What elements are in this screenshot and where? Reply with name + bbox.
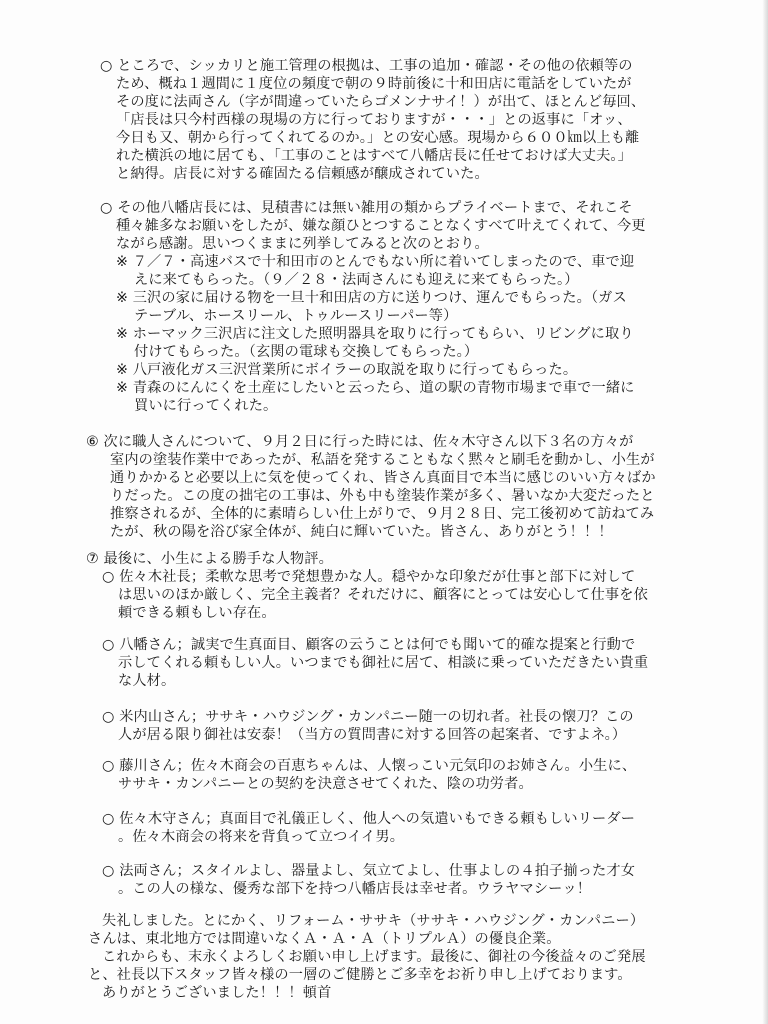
favor-item: ※ ホーマック三沢店に注文した照明器具を取りに行ってもらい、リビングに取り bbox=[116, 326, 634, 342]
text-line: ササキ・カンパニーとの契約を決意させてくれた、陰の功労者。 bbox=[118, 776, 533, 792]
text-line: ⑥ 次に職人さんについて、９月２日に行った時には、佐々木守さん以下３名の方々が bbox=[86, 434, 634, 450]
text-line: 推察されるが、全体的に素晴らしい仕上がりで、９月２８日、完工後初めて訪ねてみ bbox=[110, 506, 655, 522]
favor-item: ※ 青森のにんにくを土産にしたいと云ったら、道の駅の青物市場まで車で一緒に bbox=[116, 380, 635, 396]
text-line: 。この人の様な、優秀な部下を持つ八幡店長は幸せ者。ウラヤマシーッ！ bbox=[118, 881, 592, 897]
text-line: 示してくれる頼もしい人。いつまでも御社に居て、相談に乗っていただきたい貴重 bbox=[118, 655, 649, 671]
text-line: ○ 佐々木守さん；真面目で礼儀正しく、他人への気遣いもできる頼もしいリーダー bbox=[102, 811, 636, 827]
text-line: 種々雑多なお願いをしたが、嫌な顔ひとつすることなくすべて叶えてくれて、今更 bbox=[116, 218, 646, 234]
text-line: たが、秋の陽を浴び家全体が、純白に輝いていた。皆さん、ありがとう！！！ bbox=[110, 524, 613, 540]
text-line: 買いに行ってくれた。 bbox=[134, 398, 278, 414]
text-line: 室内の塗装作業中であったが、私語を発することもなく黙々と刷毛を動かし、小生が bbox=[110, 452, 655, 468]
text-line: ○ ところで、シッカリと施工管理の根拠は、工事の追加・確認・その他の依頼等の bbox=[100, 58, 633, 74]
text-line: ながら感謝。思いつくままに列挙してみると次のとおり。 bbox=[116, 236, 489, 252]
text-line: な人材。 bbox=[118, 673, 176, 689]
favor-item: ※ 八戸液化ガス三沢営業所にボイラーの取説を取りに行ってもらった。 bbox=[116, 362, 578, 378]
favor-item: ※ 三沢の家に届ける物を一旦十和田店の方に送りつけ、運んでもらった。（ガス bbox=[116, 290, 627, 306]
text-line: 通りかかると必要以上に気を使ってくれ、皆さん真面目で本当に感じのいい方々ばか bbox=[110, 470, 656, 486]
text-line: えに来てもらった。（９／２８・法両さんにも迎えに来てもらった。） bbox=[134, 272, 579, 288]
text-line: ○ 米内山さん；ササキ・ハウジング・カンパニー随一の切れ者。社長の懐刀？この bbox=[102, 709, 634, 725]
text-line: 付けてもらった。（玄関の電球も交換してもらった。） bbox=[134, 344, 479, 360]
text-line: れた横浜の地に居ても、「工事のことはすべて八幡店長に任せておけば大丈夫。」 bbox=[116, 148, 633, 164]
text-line: ため、概ね１週間に１度位の頻度で朝の９時前後に十和田店に電話をしていたが bbox=[116, 76, 632, 92]
text-line: は思いのほか厳しく、完全主義者？それだけに、顧客にとっては安心して仕事を依 bbox=[118, 587, 648, 603]
text-line: 失礼しました。とにかく、リフォーム・ササキ（ササキ・ハウジング・カンパニー） bbox=[102, 913, 645, 929]
text-line: りだった。この度の拙宅の工事は、外も中も塗装作業が多く、暑いなか大変だったと bbox=[110, 488, 655, 504]
text-line: と納得。店長に対する確固たる信頼感が醸成されていた。 bbox=[116, 166, 489, 182]
text-line: ○ その他八幡店長には、見積書には無い雑用の類からプライベートまで、それこそ bbox=[100, 200, 633, 216]
text-line: ○ 佐々木社長；柔軟な思考で発想豊かな人。穏やかな印象だが仕事と部下に対して bbox=[102, 569, 636, 585]
section-heading: ⑦ 最後に、小生による勝手な人物評。 bbox=[86, 551, 333, 567]
text-line: 。佐々木商会の将来を背負って立つイイ男。 bbox=[118, 829, 405, 845]
text-line: 頼できる頼もしい存在。 bbox=[118, 605, 276, 621]
text-line: 今日も又、朝から行ってくれてるのか。」との安心感。現場から６００㎞以上も離 bbox=[116, 130, 640, 146]
text-line: 人が居る限り御社は安泰！（当方の質問書に対する回答の起案者、ですよネ。） bbox=[118, 727, 627, 743]
text-line: ○ 八幡さん；誠実で生真面目、顧客の云うことは何でも聞いて的確な提案と行動で bbox=[102, 637, 636, 653]
text-line: その度に法両さん（字が間違っていたらゴメンナサイ！）が出て、ほとんど毎回、 bbox=[116, 94, 646, 110]
text-line: テーブル、ホースリール、トゥルースリーパー等） bbox=[134, 308, 458, 324]
favor-item: ※ ７／７・高速バスで十和田市のとんでもない所に着いてしまったので、車で迎 bbox=[116, 254, 635, 270]
text-line: さんは、東北地方では間違いなくＡ・Ａ・Ａ（トリプルＡ）の優良企業。 bbox=[88, 931, 561, 947]
text-line: と、社長以下スタッフ皆々様の一層のご健勝とご多幸をお祈り申し上げております。 bbox=[88, 967, 632, 983]
sign-off: ありがとうございました！！！頓首 bbox=[102, 985, 332, 1001]
scan-edge-shadow bbox=[762, 0, 768, 1024]
text-line: これからも、末永くよろしくお願い申し上げます。最後に、御社の今後益々のご発展 bbox=[102, 949, 646, 965]
text-line: 「店長は只今村西様の現場の方に行っておりますが・・・」との返事に「オッ、 bbox=[116, 112, 632, 128]
text-line: ○ 法両さん；スタイルよし、器量よし、気立てよし、仕事よしの４拍子揃った才女 bbox=[102, 863, 636, 879]
text-line: ○ 藤川さん；佐々木商会の百恵ちゃんは、人懐っこい元気印のお姉さん。小生に、 bbox=[102, 758, 637, 774]
